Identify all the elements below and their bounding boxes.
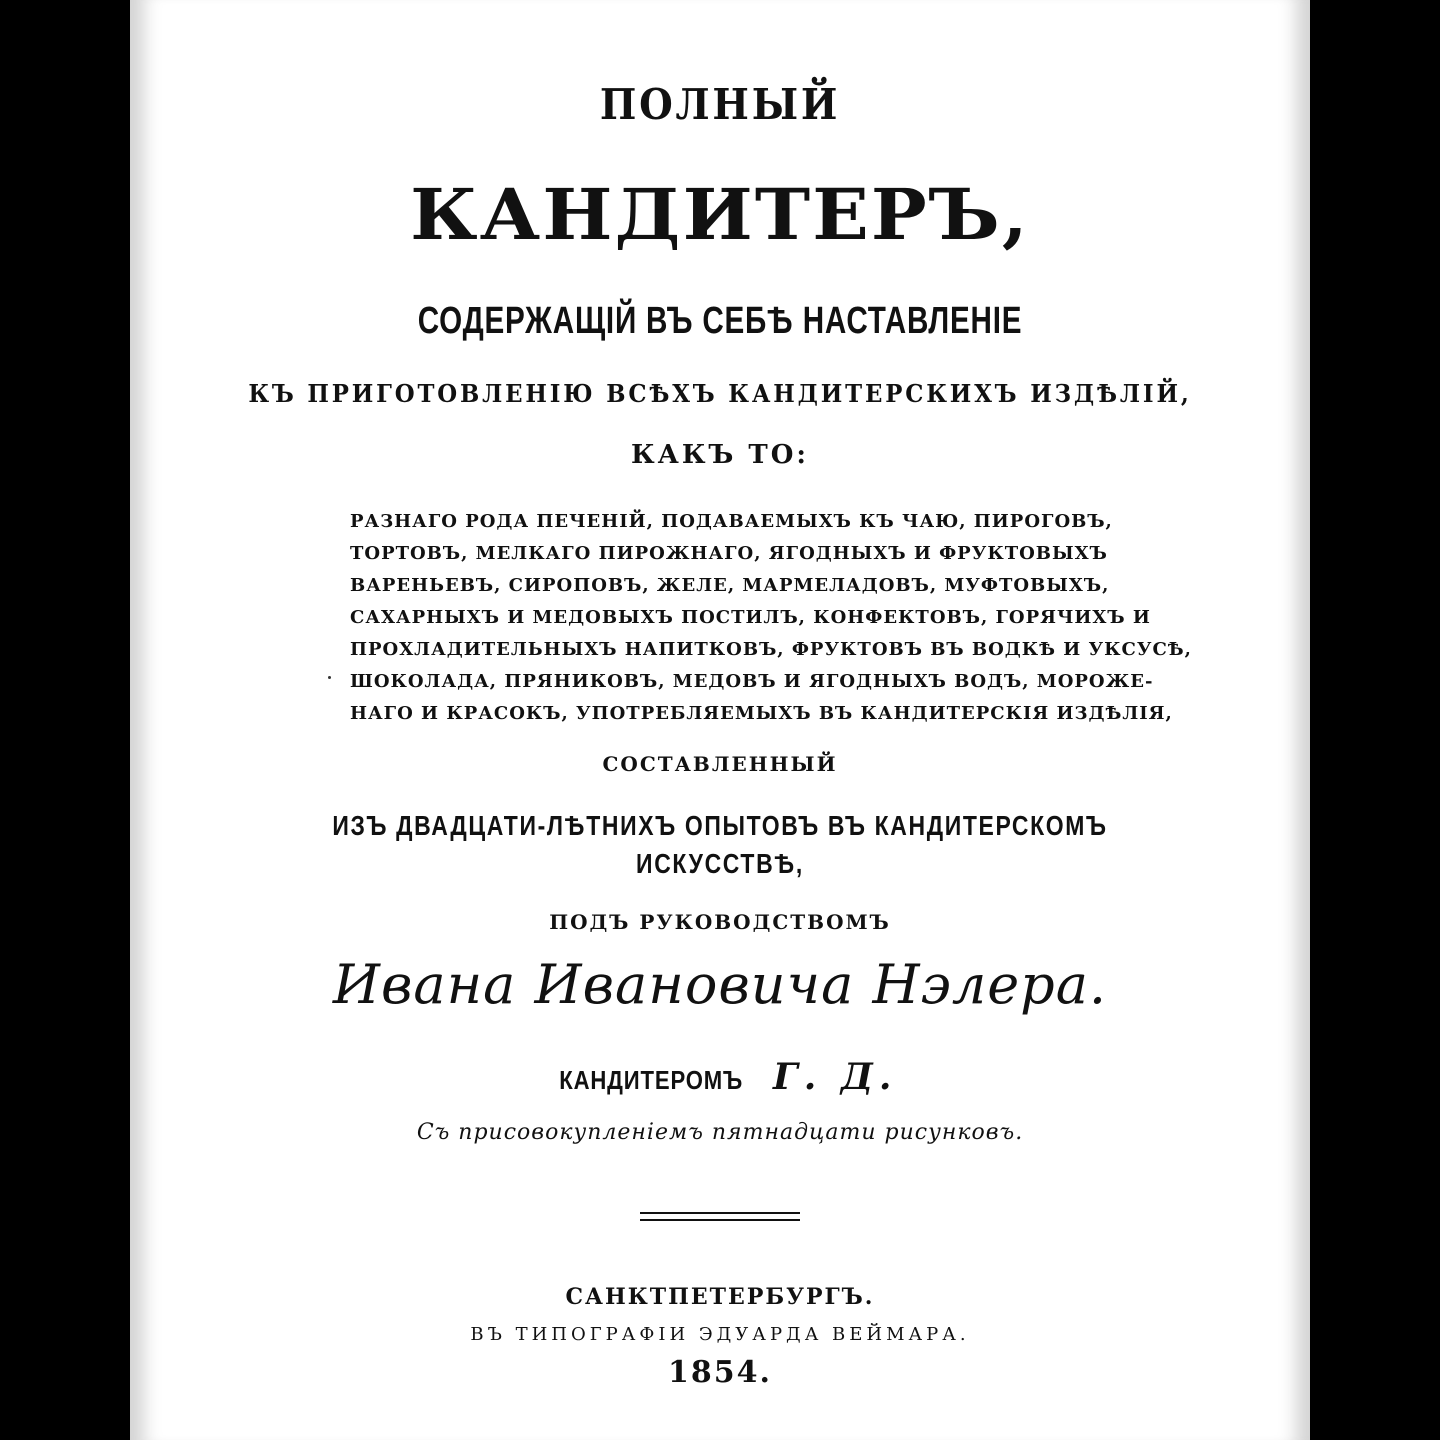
title-line-2: КАНДИТЕРЪ, [410,173,1030,256]
divider-rule-bottom [640,1219,800,1221]
author-name: Ивана Ивановича Нэлера. [332,953,1108,1016]
print-speck [328,676,331,679]
imprint-year: 1854. [668,1355,772,1390]
subtitle-line-2: КЪ ПРИГОТОВЛЕНІЮ ВСѢХЪ КАНДИТЕРСКИХЪ ИЗДѢЛІЙ, [248,379,1192,408]
imprint-city: САНКТПЕТЕРБУРГЪ. [565,1284,875,1310]
experience-line-1: ИЗЪ ДВАДЦАТИ-ЛѢТНИХЪ ОПЫТОВЪ ВЪ КАНДИТЕРСКОМЪ [332,810,1108,841]
contents-line: САХАРНЫХЪ И МЕДОВЫХЪ ПОСТИЛЪ, КОНФЕКТОВЪ, ГОРЯЧИХЪ И [350,607,1151,628]
title-page [130,0,1310,1440]
experience-line-2: ИСКУССТВѢ, [636,848,804,879]
guidance-label: ПОДЪ РУКОВОДСТВОМЪ [549,910,891,934]
contents-line: РАЗНАГО РОДА ПЕЧЕНІЙ, ПОДАВАЕМЫХЪ КЪ ЧАЮ, ПИРОГОВЪ, [350,511,1113,532]
contents-block [350,506,1192,730]
contents-line: НАГО И КРАСОКЪ, УПОТРЕБЛЯЕМЫХЪ ВЪ КАНДИТЕРСКІЯ ИЗДѢЛІЯ, [350,703,1173,724]
subtitle-line-1: СОДЕРЖАЩІЙ ВЪ СЕБѢ НАСТАВЛЕНІЕ [417,300,1023,342]
contents-line: ШОКОЛАДА, ПРЯНИКОВЪ, МЕДОВЪ И ЯГОДНЫХЪ ВОДЪ, МОРОЖЕ- [350,671,1154,692]
subtitle-line-3: КАКЪ ТО: [631,440,809,470]
compiled-label: СОСТАВЛЕННЫЙ [602,752,838,776]
imprint-press: ВЪ ТИПОГРАФІИ ЭДУАРДА ВЕЙМАРА. [470,1324,970,1345]
contents-line: ТОРТОВЪ, МЕЛКАГО ПИРОЖНАГО, ЯГОДНЫХЪ И ФРУКТОВЫХЪ [350,543,1108,564]
drawings-note: Съ присовокупленіемъ пятнадцати рисунковъ. [416,1120,1024,1145]
contents-line: ПРОХЛАДИТЕЛЬНЫХЪ НАПИТКОВЪ, ФРУКТОВЪ ВЪ ВОДКѢ И УКСУСѢ, [350,639,1192,660]
confectioner-initials: Г. Д. [772,1056,898,1098]
contents-line: ВАРЕНЬЕВЪ, СИРОПОВЪ, ЖЕЛЕ, МАРМЕЛАДОВЪ, МУФТОВЫХЪ, [350,575,1110,596]
divider-rule-top [640,1212,800,1214]
confectioner-label: КАНДИТЕРОМЪ [558,1065,743,1095]
title-line-1: ПОЛНЫЙ [599,80,841,129]
confectioner-row [130,1056,1310,1098]
